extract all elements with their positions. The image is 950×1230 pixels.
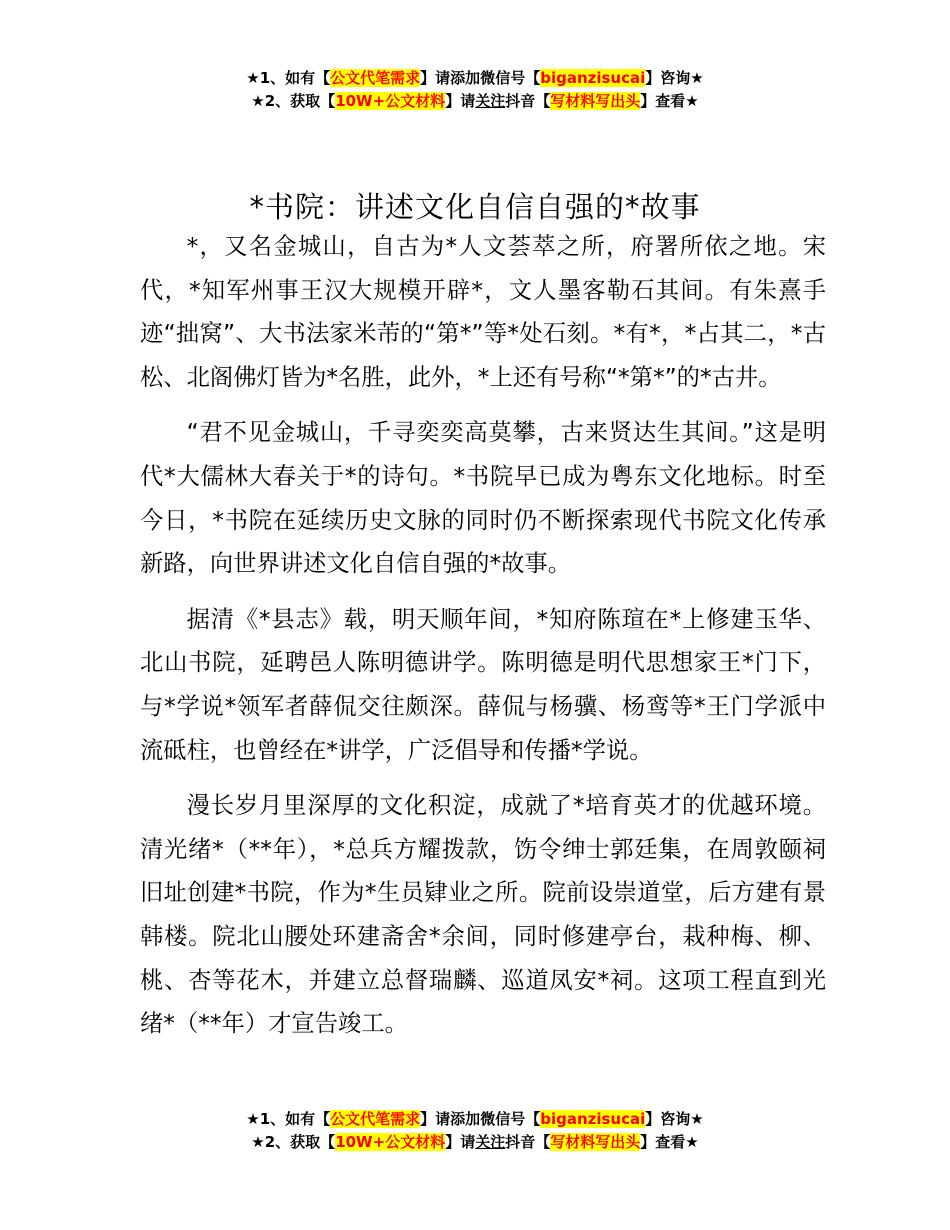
promo-line-2-mid2: 抖音【 — [505, 92, 551, 110]
promo-line-2-underline: 关注 — [475, 92, 506, 110]
footer-promo-banner — [0, 1108, 950, 1154]
promo-line-1-prefix: ★1、如有【 — [246, 1110, 331, 1128]
document-title: *书院：讲述文化自信自强的*故事 — [249, 190, 701, 225]
promo-line-1-mid2: 微信号【 — [480, 1110, 541, 1128]
promo-line-2-mid2: 抖音【 — [505, 1133, 551, 1151]
promo-line-1 — [0, 67, 950, 90]
promo-line-1-highlight-service: 公文代笔需求 — [330, 69, 421, 87]
promo-line-1 — [0, 1108, 950, 1131]
promo-line-1-prefix: ★1、如有【 — [246, 69, 331, 87]
promo-line-2-prefix: ★2、获取【 — [251, 1133, 336, 1151]
promo-line-2-mid: 】请 — [445, 1133, 476, 1151]
promo-line-2 — [0, 90, 950, 113]
promo-line-2 — [0, 1131, 950, 1154]
promo-line-1-suffix: 】咨询★ — [645, 1110, 704, 1128]
promo-line-1-mid: 】请添加 — [420, 1110, 481, 1128]
promo-line-1-highlight-wechat: biganzisucai — [540, 1110, 646, 1128]
promo-line-1-mid2: 微信号【 — [480, 69, 541, 87]
document-body — [140, 225, 826, 1058]
promo-line-2-highlight-materials: 10W+公文材料 — [335, 92, 446, 110]
promo-line-1-suffix: 】咨询★ — [645, 69, 704, 87]
promo-line-2-prefix: ★2、获取【 — [251, 92, 336, 110]
promo-line-2-mid: 】请 — [445, 92, 476, 110]
paragraph-2: “君不见金城山，千寻奕奕高莫攀，古来贤达生其间。”这是明代*大儒林大春关于*的诗句。*书院早已成为粤东文化地标。时至今日，*书院在延续历史文脉的同时仍不断探索现代书院文化传承新路，向世界讲述文化自信自强的*故事。 — [140, 419, 826, 578]
header-promo-banner — [0, 67, 950, 113]
promo-line-1-highlight-service: 公文代笔需求 — [330, 1110, 421, 1128]
paragraph-4: 漫长岁月里深厚的文化积淀，成就了*培育英才的优越环境。清光绪*（**年），*总兵方耀拨款，饬令绅士郭廷集，在周敦颐祠旧址创建*书院，作为*生员肄业之所。院前设崇道堂，后方建有景韩楼。院北山腰处环建斋舍*余间，同时修建亭台，栽种梅、柳、桃、杏等花木，并建立总督瑞麟、巡道凤安*祠。这项工程直到光绪*（**年）才宣告竣工。 — [140, 792, 826, 1038]
promo-line-2-highlight-douyin: 写材料写出头 — [550, 1133, 641, 1151]
promo-line-2-highlight-douyin: 写材料写出头 — [550, 92, 641, 110]
promo-line-2-highlight-materials: 10W+公文材料 — [335, 1133, 446, 1151]
paragraph-1: *，又名金城山，自古为*人文荟萃之所，府署所依之地。宋代，*知军州事王汉大规模开辟*，文人墨客勒石其间。有朱熹手迹“拙窝”、大书法家米芾的“第*”等*处石刻。*有*，*占其二，*古松、北阁佛灯皆为*名胜，此外，*上还有号称“*第*”的*古井。 — [140, 233, 826, 391]
promo-line-2-underline: 关注 — [475, 1133, 506, 1151]
promo-line-2-suffix: 】查看★ — [640, 1133, 699, 1151]
promo-line-1-highlight-wechat: biganzisucai — [540, 69, 646, 87]
paragraph-3: 据清《*县志》载，明天顺年间，*知府陈瑄在*上修建玉华、北山书院，延聘邑人陈明德讲学。陈明德是明代思想家王*门下，与*学说*领军者薛侃交往颇深。薛侃与杨骥、杨鸾等*王门学派中流砥柱，也曾经在*讲学，广泛倡导和传播*学说。 — [140, 605, 826, 764]
promo-line-1-mid: 】请添加 — [420, 69, 481, 87]
promo-line-2-suffix: 】查看★ — [640, 92, 699, 110]
